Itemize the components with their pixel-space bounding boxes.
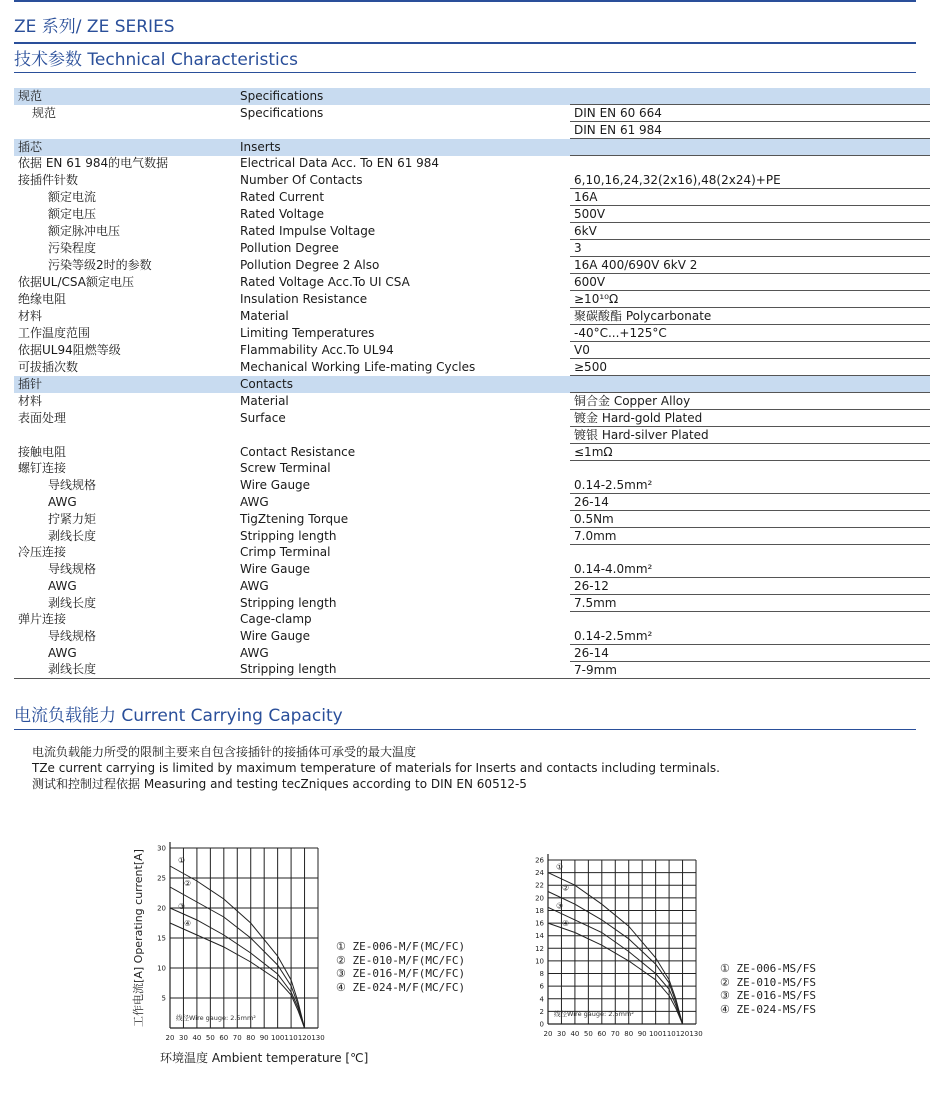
spec-value: 3 <box>570 240 930 257</box>
spec-row <box>14 528 930 545</box>
x-tick-label: 130 <box>689 1030 703 1038</box>
spec-cn-label: 规范 <box>14 88 236 105</box>
series-marker: ④ <box>562 919 570 929</box>
spec-en-label: Limiting Temperatures <box>240 325 375 340</box>
spec-en-label: AWG <box>240 578 269 593</box>
chart-m-f <box>128 838 328 1043</box>
spec-value: 0.14-2.5mm² <box>570 628 930 645</box>
y-tick-label: 24 <box>535 869 544 878</box>
spec-en-label: Screw Terminal <box>240 461 331 476</box>
spec-row <box>14 444 930 461</box>
spec-row <box>14 511 930 528</box>
spec-value: 600V <box>570 274 930 291</box>
spec-value: 16A <box>570 189 930 206</box>
spec-en-label: Cage-clamp <box>240 612 312 627</box>
series-marker: ③ <box>556 901 564 911</box>
spec-cn-label: 规范 <box>32 105 57 120</box>
spec-cn-label: 冷压连接 <box>18 545 67 560</box>
spec-row <box>14 342 930 359</box>
spec-en-label: Contacts <box>236 376 570 393</box>
x-tick-label: 60 <box>597 1030 607 1038</box>
y-tick-label: 5 <box>161 994 166 1003</box>
spec-cn-label: 接插件针数 <box>18 172 79 187</box>
spec-en-label: Contact Resistance <box>240 444 356 459</box>
capacity-description <box>32 744 720 792</box>
y-axis-label: 工作电流[A] Operating current[A] <box>132 849 145 1027</box>
spec-value: 7-9mm <box>570 662 930 679</box>
spec-row <box>14 308 930 325</box>
x-axis-caption: 环境温度 Ambient temperature [℃] <box>160 1051 369 1065</box>
x-tick-label: 80 <box>624 1030 634 1038</box>
spec-category-row <box>14 88 930 105</box>
series-header <box>14 0 916 44</box>
y-tick-label: 12 <box>535 944 544 953</box>
spec-value: ≥10¹⁰Ω <box>570 291 930 308</box>
spec-row <box>14 461 930 478</box>
spec-en-label: Stripping length <box>240 595 337 610</box>
spec-value: 镀金 Hard-gold Plated <box>570 410 930 427</box>
spec-value <box>570 376 930 393</box>
spec-en-label: Stripping length <box>236 662 570 679</box>
spec-en-label: Rated Impulse Voltage <box>240 223 376 238</box>
y-tick-label: 14 <box>535 932 544 941</box>
legend-entry: ② ZE-010-M/F(MC/FC) <box>336 953 466 967</box>
spec-value: V0 <box>570 342 930 359</box>
x-tick-label: 50 <box>205 1034 215 1042</box>
spec-cn-label: 材料 <box>18 393 43 408</box>
series-marker: ③ <box>178 902 186 911</box>
series-marker: ② <box>184 879 192 888</box>
x-tick-label: 70 <box>232 1034 242 1042</box>
spec-en-label: Rated Voltage <box>240 206 324 221</box>
spec-cn-label: 导线规格 <box>48 628 97 643</box>
spec-cn-label: AWG <box>48 645 77 660</box>
spec-row <box>14 662 930 679</box>
spec-row <box>14 359 930 376</box>
y-tick-label: 8 <box>539 970 544 979</box>
spec-en-label: Surface <box>240 410 286 425</box>
spec-row <box>14 240 930 257</box>
spec-cn-label: 螺钉连接 <box>18 461 67 476</box>
spec-value: 0.14-2.5mm² <box>570 477 930 494</box>
spec-en-label: Stripping length <box>240 528 337 543</box>
y-tick-label: 18 <box>535 906 544 915</box>
description-line: TZe current carrying is limited by maximum temperature of materials for Inserts and contacts including terminals. <box>32 761 720 775</box>
x-tick-label: 90 <box>637 1030 647 1038</box>
spec-en-label: Rated Voltage Acc.To UI CSA <box>240 274 410 289</box>
spec-value: 铜合金 Copper Alloy <box>570 393 930 410</box>
spec-row <box>14 561 930 578</box>
y-tick-label: 25 <box>157 874 166 883</box>
spec-cn-label: 弹片连接 <box>18 612 67 627</box>
spec-value: -40°C...+125°C <box>570 325 930 342</box>
spec-en-label: Specifications <box>236 88 570 105</box>
y-tick-label: 10 <box>535 957 544 966</box>
spec-row <box>14 494 930 511</box>
spec-en-label: Pollution Degree 2 Also <box>240 257 380 272</box>
spec-row <box>14 325 930 342</box>
legend-entry: ① ZE-006-MS/FS <box>720 962 816 975</box>
x-tick-label: 100 <box>648 1030 663 1038</box>
spec-value <box>570 139 930 156</box>
legend-entry: ③ ZE-016-M/F(MC/FC) <box>336 967 466 980</box>
spec-category-row <box>14 139 930 156</box>
y-tick-label: 22 <box>535 881 544 890</box>
y-tick-label: 30 <box>157 844 166 853</box>
spec-en-label: Rated Current <box>240 189 325 204</box>
spec-value: 500V <box>570 206 930 223</box>
x-tick-label: 60 <box>219 1034 229 1042</box>
spec-en-label: Flammability Acc.To UL94 <box>240 342 394 357</box>
description-line: 测试和控制过程依据 Measuring and testing tecZniques according to DIN EN 60512-5 <box>32 777 527 791</box>
x-tick-label: 100 <box>270 1034 285 1042</box>
spec-value <box>570 545 930 562</box>
spec-cn-label: 依据UL/CSA额定电压 <box>18 274 134 289</box>
spec-cn-label: 拧紧力矩 <box>48 511 97 526</box>
legend-ms-fs <box>720 962 816 1016</box>
spec-cn-label: 额定电压 <box>48 206 97 221</box>
spec-value: ≥500 <box>570 359 930 376</box>
series-title: ZE 系列/ ZE SERIES <box>14 17 175 37</box>
spec-cn-label: 依据UL94阻燃等级 <box>18 342 121 357</box>
spec-value: 6kV <box>570 223 930 240</box>
spec-en-label: AWG <box>240 494 269 509</box>
legend-entry: ① ZE-006-M/F(MC/FC) <box>336 940 466 953</box>
current-section-header <box>14 703 916 730</box>
spec-row <box>14 172 930 189</box>
spec-row <box>14 578 930 595</box>
spec-cn-label: 插针 <box>14 376 236 393</box>
spec-table <box>14 88 930 679</box>
spec-en-label: Wire Gauge <box>240 561 311 576</box>
spec-cn-label: 接触电阻 <box>18 444 67 459</box>
series-marker: ④ <box>184 919 192 928</box>
spec-cn-label: AWG <box>48 494 77 509</box>
spec-cn-label <box>14 122 236 139</box>
spec-en-label: Mechanical Working Life-mating Cycles <box>240 359 476 374</box>
spec-row <box>14 628 930 645</box>
chart-ms-fs <box>528 854 708 1044</box>
x-tick-label: 20 <box>165 1034 175 1042</box>
spec-row <box>14 223 930 240</box>
spec-en-label: TigZtening Torque <box>240 511 349 526</box>
series-marker: ② <box>562 883 570 893</box>
wire-gauge-annotation: 线径Wire gauge: 2.5mm² <box>176 1014 256 1022</box>
spec-cn-label: 材料 <box>18 308 43 323</box>
spec-row <box>14 612 930 629</box>
x-tick-label: 120 <box>675 1030 690 1038</box>
x-tick-label: 110 <box>662 1030 676 1038</box>
spec-cn-label: 额定电流 <box>48 189 97 204</box>
x-tick-label: 50 <box>583 1030 593 1038</box>
spec-row <box>14 595 930 612</box>
spec-cn-label: 导线规格 <box>48 477 97 492</box>
spec-value: 7.5mm <box>570 595 930 612</box>
spec-value: 0.5Nm <box>570 511 930 528</box>
spec-cn-label: 可拔插次数 <box>18 359 79 374</box>
spec-cn-label <box>14 427 236 444</box>
y-tick-label: 20 <box>535 894 544 903</box>
spec-cn-label: 污染等级2时的参数 <box>48 257 152 272</box>
current-section-title: 电流负载能力 Current Carrying Capacity <box>14 706 343 726</box>
x-tick-label: 130 <box>311 1034 325 1042</box>
spec-cn-label: 工作温度范围 <box>18 325 91 340</box>
spec-value: 镀银 Hard-silver Plated <box>570 427 930 444</box>
y-tick-label: 2 <box>539 1007 544 1016</box>
spec-value: DIN EN 61 984 <box>570 122 930 139</box>
x-tick-label: 90 <box>259 1034 269 1042</box>
description-line: 电流负载能力所受的限制主要来自包含接插针的接插体可承受的最大温度 <box>32 745 417 759</box>
spec-value: DIN EN 60 664 <box>570 105 930 122</box>
spec-en-label: Material <box>240 393 289 408</box>
series-marker: ① <box>556 862 564 872</box>
spec-cn-label: 导线规格 <box>48 561 97 576</box>
spec-row <box>14 291 930 308</box>
x-tick-label: 30 <box>556 1030 566 1038</box>
spec-en-label: Electrical Data Acc. To EN 61 984 <box>240 156 440 171</box>
spec-row <box>14 156 930 173</box>
spec-en-label: Pollution Degree <box>240 240 339 255</box>
spec-category-row <box>14 376 930 393</box>
spec-row <box>14 105 930 122</box>
spec-en-label: Material <box>240 308 289 323</box>
spec-row <box>14 274 930 291</box>
spec-cn-label: 表面处理 <box>18 410 67 425</box>
spec-value <box>570 88 930 105</box>
spec-value <box>570 461 930 478</box>
legend-entry: ③ ZE-016-MS/FS <box>720 989 816 1002</box>
legend-entry: ④ ZE-024-M/F(MC/FC) <box>336 980 466 994</box>
y-tick-label: 26 <box>535 856 544 865</box>
x-tick-label: 110 <box>284 1034 298 1042</box>
legend-entry: ④ ZE-024-MS/FS <box>720 1002 816 1016</box>
spec-row <box>14 545 930 562</box>
spec-value: 26-12 <box>570 578 930 595</box>
spec-cn-label: 绝缘电阻 <box>18 291 67 306</box>
spec-cn-label: 剥线长度 <box>14 662 236 679</box>
spec-row <box>14 257 930 274</box>
x-tick-label: 40 <box>570 1030 580 1038</box>
y-tick-label: 20 <box>157 904 166 913</box>
legend-m-f <box>336 940 465 994</box>
spec-row <box>14 427 930 444</box>
spec-value: ≤1mΩ <box>570 444 930 461</box>
x-tick-label: 80 <box>246 1034 256 1042</box>
spec-value <box>570 156 930 173</box>
spec-cn-label: 污染程度 <box>48 240 97 255</box>
spec-cn-label: 剥线长度 <box>48 595 97 610</box>
spec-row <box>14 189 930 206</box>
spec-en-label <box>236 427 570 444</box>
wire-gauge-annotation: 线径Wire gauge: 2.5mm² <box>554 1010 634 1018</box>
spec-value: 7.0mm <box>570 528 930 545</box>
spec-en-label: Number Of Contacts <box>240 172 363 187</box>
spec-row <box>14 410 930 427</box>
spec-value: 0.14-4.0mm² <box>570 561 930 578</box>
spec-value: 聚碳酸酯 Polycarbonate <box>570 308 930 325</box>
y-tick-label: 6 <box>539 982 544 991</box>
x-tick-label: 70 <box>610 1030 620 1038</box>
spec-value: 6,10,16,24,32(2x16),48(2x24)+PE <box>570 172 930 189</box>
spec-row <box>14 477 930 494</box>
spec-value: 16A 400/690V 6kV 2 <box>570 257 930 274</box>
x-tick-label: 20 <box>543 1030 553 1038</box>
y-tick-label: 15 <box>157 934 166 943</box>
spec-value: 26-14 <box>570 645 930 662</box>
spec-value: 26-14 <box>570 494 930 511</box>
x-tick-label: 30 <box>178 1034 188 1042</box>
spec-cn-label: 剥线长度 <box>48 528 97 543</box>
series-marker: ① <box>178 856 186 865</box>
spec-en-label: Specifications <box>240 105 324 120</box>
spec-row <box>14 393 930 410</box>
spec-row <box>14 645 930 662</box>
spec-en-label <box>236 122 570 139</box>
spec-en-label: AWG <box>240 645 269 660</box>
spec-row <box>14 206 930 223</box>
tech-section-header <box>14 50 916 73</box>
legend-entry: ② ZE-010-MS/FS <box>720 975 816 989</box>
spec-cn-label: 依据 EN 61 984的电气数据 <box>18 156 169 171</box>
x-tick-label: 40 <box>192 1034 202 1042</box>
spec-en-label: Wire Gauge <box>240 628 311 643</box>
spec-cn-label: 插芯 <box>14 139 236 156</box>
y-tick-label: 16 <box>535 919 544 928</box>
y-tick-label: 4 <box>539 995 544 1004</box>
spec-en-label: Inserts <box>236 139 570 156</box>
spec-cn-label: AWG <box>48 578 77 593</box>
spec-en-label: Insulation Resistance <box>240 291 368 306</box>
spec-row <box>14 122 930 139</box>
y-tick-label: 10 <box>157 964 166 973</box>
spec-en-label: Wire Gauge <box>240 477 311 492</box>
spec-en-label: Crimp Terminal <box>240 545 331 560</box>
y-tick-label: 0 <box>539 1020 544 1029</box>
tech-section-title: 技术参数 Technical Characteristics <box>14 50 298 70</box>
spec-cn-label: 额定脉冲电压 <box>48 223 121 238</box>
spec-value <box>570 612 930 629</box>
x-tick-label: 120 <box>297 1034 312 1042</box>
